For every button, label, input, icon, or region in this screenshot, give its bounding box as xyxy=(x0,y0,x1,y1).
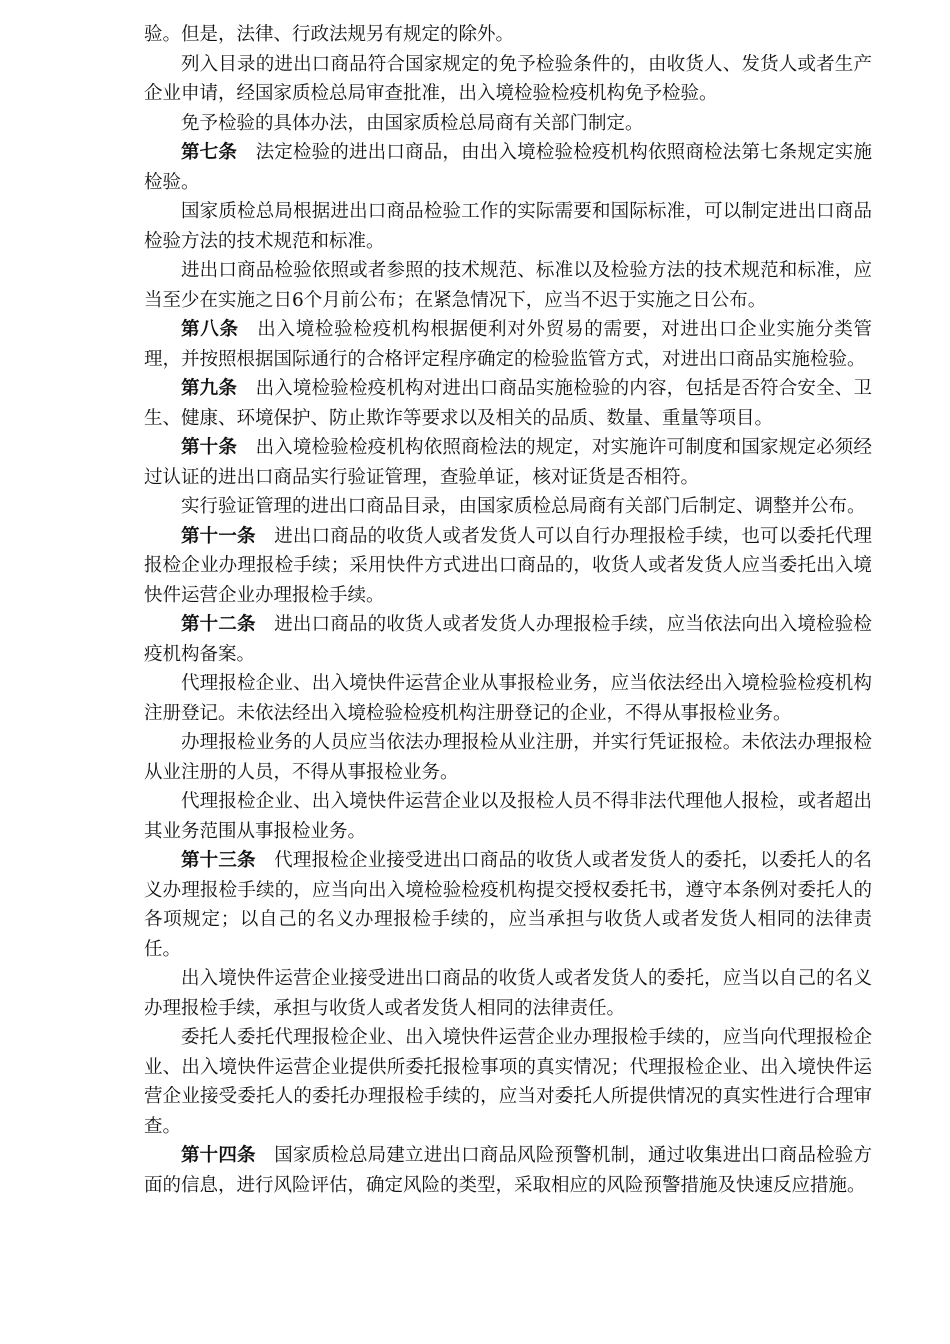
paragraph-1 xyxy=(144,50,872,109)
paragraph-text: 出入境检验检疫机构对进出口商品实施检验的内容，包括是否符合安全、卫生、健康、环境保护、防止欺诈等要求以及相关的品质、数量、重量等项目。 xyxy=(144,378,872,429)
paragraph-text: 出入境检验检疫机构依照商检法的规定，对实施许可制度和国家规定必须经过认证的进出口商品实行验证管理，查验单证，核对证货是否相符。 xyxy=(144,437,872,488)
paragraph-text: 验。但是，法律、行政法规另有规定的除外。 xyxy=(144,24,515,45)
article-label: 第八条 xyxy=(181,319,239,340)
paragraph-text: 进出口商品的收货人或者发货人办理报检手续，应当依法向出入境检验检疫机构备案。 xyxy=(144,614,872,665)
paragraph-text: 办理报检业务的人员应当依法办理报检从业注册，并实行凭证报检。未依法办理报检从业注册的人员，不得从事报检业务。 xyxy=(144,732,872,783)
article-label: 第七条 xyxy=(181,142,238,163)
paragraph-11 xyxy=(144,610,872,669)
paragraph-9 xyxy=(144,492,872,522)
paragraph-5 xyxy=(144,256,872,315)
paragraph-3 xyxy=(144,138,872,197)
paragraph-text: 实行验证管理的进出口商品目录，由国家质检总局商有关部门后制定、调整并公布。 xyxy=(181,496,866,517)
article-label: 第十三条 xyxy=(181,850,256,871)
paragraph-text: 列入目录的进出口商品符合国家规定的免予检验条件的，由收货人、发货人或者生产企业申请，经国家质检总局审查批准，出入境检验检疫机构免予检验。 xyxy=(144,53,872,104)
article-label: 第十二条 xyxy=(181,614,256,635)
paragraph-0 xyxy=(144,20,872,50)
paragraph-15 xyxy=(144,846,872,964)
paragraph-16 xyxy=(144,964,872,1023)
paragraph-text: 代理报检企业、出入境快件运营企业以及报检人员不得非法代理他人报检，或者超出其业务范围从事报检业务。 xyxy=(144,791,872,842)
paragraph-6 xyxy=(144,315,872,374)
paragraph-text: 出入境快件运营企业接受进出口商品的收货人或者发货人的委托，应当以自己的名义办理报检手续，承担与收货人或者发货人相同的法律责任。 xyxy=(144,968,872,1019)
article-label: 第十条 xyxy=(181,437,238,458)
paragraph-text: 法定检验的进出口商品，由出入境检验检疫机构依照商检法第七条规定实施检验。 xyxy=(144,142,872,193)
paragraph-text: 免予检验的具体办法，由国家质检总局商有关部门制定。 xyxy=(181,112,644,134)
article-label: 第十四条 xyxy=(181,1145,256,1166)
paragraph-12 xyxy=(144,669,872,728)
paragraph-8 xyxy=(144,433,872,492)
paragraph-text: 国家质检总局根据进出口商品检验工作的实际需要和国际标准，可以制定进出口商品检验方法的技术规范和标准。 xyxy=(144,201,872,252)
paragraph-text: 代理报检企业、出入境快件运营企业从事报检业务，应当依法经出入境检验检疫机构注册登记。未依法经出入境检验检疫机构注册登记的企业，不得从事报检业务。 xyxy=(144,673,872,724)
paragraph-14 xyxy=(144,787,872,846)
paragraph-2 xyxy=(144,109,872,139)
paragraph-text: 委托人委托代理报检企业、出入境快件运营企业办理报检手续的，应当向代理报检企业、出入境快件运营企业提供所委托报检事项的真实情况；代理报检企业、出入境快件运营企业接受委托人的委托办理报检手续的，应当对委托人所提供情况的真实性进行合理审查。 xyxy=(144,1027,872,1137)
paragraph-4 xyxy=(144,197,872,256)
paragraph-10 xyxy=(144,522,872,611)
paragraph-text: 进出口商品检验依照或者参照的技术规范、标准以及检验方法的技术规范和标准，应当至少在实施之日6个月前公布；在紧急情况下，应当不迟于实施之日公布。 xyxy=(144,260,872,311)
paragraph-text: 进出口商品的收货人或者发货人可以自行办理报检手续，也可以委托代理报检企业办理报检手续；采用快件方式进出口商品的，收货人或者发货人应当委托出入境快件运营企业办理报检手续。 xyxy=(144,525,872,606)
paragraph-17 xyxy=(144,1023,872,1141)
article-label: 第九条 xyxy=(181,378,238,399)
paragraph-text: 出入境检验检疫机构根据便利对外贸易的需要，对进出口企业实施分类管理，并按照根据国际通行的合格评定程序确定的检验监管方式，对进出口商品实施检验。 xyxy=(144,319,872,370)
paragraph-text: 代理报检企业接受进出口商品的收货人或者发货人的委托，以委托人的名义办理报检手续的，应当向出入境检验检疫机构提交授权委托书，遵守本条例对委托人的各项规定；以自己的名义办理报检手续的，应当承担与收货人或者发货人相同的法律责任。 xyxy=(144,850,872,960)
paragraph-13 xyxy=(144,728,872,787)
paragraph-18 xyxy=(144,1141,872,1200)
article-label: 第十一条 xyxy=(181,525,256,547)
paragraph-7 xyxy=(144,374,872,433)
paragraph-text: 国家质检总局建立进出口商品风险预警机制，通过收集进出口商品检验方面的信息，进行风险评估，确定风险的类型，采取相应的风险预警措施及快速反应措施。 xyxy=(144,1145,872,1196)
